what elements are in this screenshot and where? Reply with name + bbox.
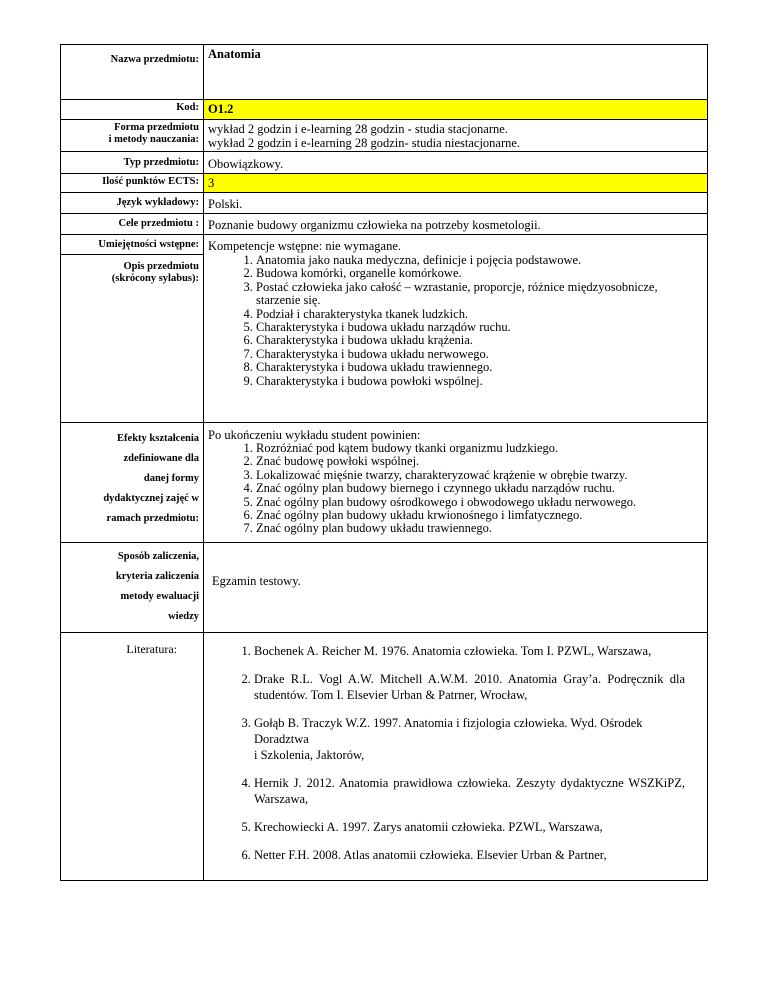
list-item: 2. Drake R.L. Vogl A.W. Mitchell A.W.M. 2010. Anatomia Gray’a. Podręcznik dla studentów. Tom I. Elsevier Urban & Patrner, Wrocław, (254, 671, 703, 703)
value-sposob: Egzamin testowy. (204, 542, 708, 632)
label-ects: Ilość punktów ECTS: (61, 174, 204, 193)
value-forma (204, 120, 708, 152)
list-item: 6. Netter F.H. 2008. Atlas anatomii człowieka. Elsevier Urban & Partner, (254, 847, 703, 863)
label-literatura: Literatura: (61, 632, 204, 880)
value-efekty (204, 422, 708, 542)
label-efekty-line5: ramach przedmiotu: (106, 512, 199, 524)
list-item: 7. Charakterystyka i budowa układu nerwowego. (256, 348, 703, 361)
efekty-intro: Po ukończeniu wykładu student powinien: (208, 427, 421, 442)
list-item: 6. Charakterystyka i budowa układu krążenia. (256, 334, 703, 347)
value-umiejetnosci: Kompetencje wstępne: nie wymagane. (204, 235, 708, 255)
list-item: 4. Znać ogólny plan budowy biernego i czynnego układu narządów ruchu. (256, 482, 703, 495)
row-sposob (61, 542, 708, 632)
list-item: 2. Budowa komórki, organelle komórkowe. (256, 267, 703, 280)
list-item: 1. Rozróżniać pod kątem budowy tkanki organizmu ludzkiego. (256, 442, 703, 455)
row-ects (61, 174, 708, 193)
opis-list (208, 254, 703, 388)
row-efekty (61, 422, 708, 542)
label-forma-line1: Forma przedmiotu (114, 122, 199, 133)
label-jezyk: Język wykładowy: (61, 193, 204, 214)
label-cele: Cele przedmiotu : (61, 214, 204, 235)
label-sposob (61, 542, 204, 632)
list-item: 6. Znać ogólny plan budowy układu krwionośnego i limfatycznego. (256, 509, 703, 522)
list-item: 1. Anatomia jako nauka medyczna, definicje i pojęcia podstawowe. (256, 254, 703, 267)
label-forma-line2: i metody nauczania: (108, 134, 199, 145)
label-efekty-line3: danej formy (143, 472, 199, 484)
value-ects: 3 (204, 174, 708, 193)
label-opis-line2: (skrócony sylabus): (111, 272, 199, 284)
row-jezyk (61, 193, 708, 214)
value-kod: O1.2 (204, 100, 708, 120)
row-typ (61, 152, 708, 174)
label-umiejetnosci: Umiejętności wstępne: (61, 235, 204, 255)
literatura-item-3-cont: i Szkolenia, Jaktorów, (254, 747, 365, 762)
label-sposob-line2: kryteria zaliczenia (115, 570, 199, 582)
label-forma (61, 120, 204, 152)
label-sposob-line3: metody ewaluacji (120, 590, 199, 602)
list-item: 4. Hernik J. 2012. Anatomia prawidłowa człowieka. Zeszyty dydaktyczne WSZKiPZ, Warszawa, (254, 775, 703, 807)
value-cele: Poznanie budowy organizmu człowieka na potrzeby kosmetologii. (204, 214, 708, 235)
efekty-list (208, 442, 703, 536)
list-item (254, 715, 703, 763)
label-efekty (61, 422, 204, 542)
list-item: 2. Znać budowę powłoki wspólnej. (256, 455, 703, 468)
value-typ: Obowiązkowy. (204, 152, 708, 174)
row-nazwa (61, 45, 708, 100)
list-item: 3. Lokalizować mięśnie twarzy, charakteryzować krążenie w obrębie twarzy. (256, 469, 703, 482)
row-umiejetnosci (61, 235, 708, 255)
list-item: 9. Charakterystyka i budowa powłoki wspólnej. (256, 375, 703, 388)
value-literatura (204, 632, 708, 880)
list-item: 1. Bochenek A. Reicher M. 1976. Anatomia człowieka. Tom I. PZWL, Warszawa, (254, 643, 703, 659)
syllabus-table (60, 44, 708, 881)
course-title: Anatomia (204, 45, 708, 100)
label-nazwa: Nazwa przedmiotu: (61, 45, 204, 100)
value-opis (204, 254, 708, 422)
label-kod: Kod: (61, 100, 204, 120)
label-efekty-line4: dydaktycznej zajęć w (103, 492, 199, 504)
row-kod (61, 100, 708, 120)
list-item: 4. Podział i charakterystyka tkanek ludzkich. (256, 308, 703, 321)
list-item: 3. Postać człowieka jako całość – wzrastanie, proporcje, różnice międzyosobnicze, starzenie się. (256, 281, 703, 308)
literatura-list (208, 643, 703, 863)
list-item: 5. Znać ogólny plan budowy ośrodkowego i obwodowego układu nerwowego. (256, 496, 703, 509)
label-efekty-line2: zdefiniowane dla (123, 452, 199, 464)
value-forma-line1: wykład 2 godzin i e-learning 28 godzin - studia stacjonarne. (208, 122, 508, 136)
list-item: 7. Znać ogólny plan budowy układu trawiennego. (256, 522, 703, 535)
label-opis-line1: Opis przedmiotu (123, 260, 199, 272)
label-opis (61, 254, 204, 422)
value-forma-line2: wykład 2 godzin i e-learning 28 godzin- studia niestacjonarne. (208, 136, 521, 150)
row-literatura (61, 632, 708, 880)
value-jezyk: Polski. (204, 193, 708, 214)
label-typ: Typ przedmiotu: (61, 152, 204, 174)
literatura-item-3-text: Gołąb B. Traczyk W.Z. 1997. Anatomia i fizjologia człowieka. Wyd. Ośrodek Doradztwa (254, 715, 643, 746)
list-item: 5. Charakterystyka i budowa układu narządów ruchu. (256, 321, 703, 334)
label-sposob-line1: Sposób zaliczenia, (117, 550, 199, 562)
label-sposob-line4: wiedzy (168, 610, 199, 622)
syllabus-document (60, 44, 708, 881)
list-item: 5. Krechowiecki A. 1997. Zarys anatomii człowieka. PZWL, Warszawa, (254, 819, 703, 835)
row-opis (61, 254, 708, 422)
row-forma (61, 120, 708, 152)
list-item: 8. Charakterystyka i budowa układu trawiennego. (256, 361, 703, 374)
label-efekty-line1: Efekty kształcenia (117, 432, 199, 444)
row-cele (61, 214, 708, 235)
